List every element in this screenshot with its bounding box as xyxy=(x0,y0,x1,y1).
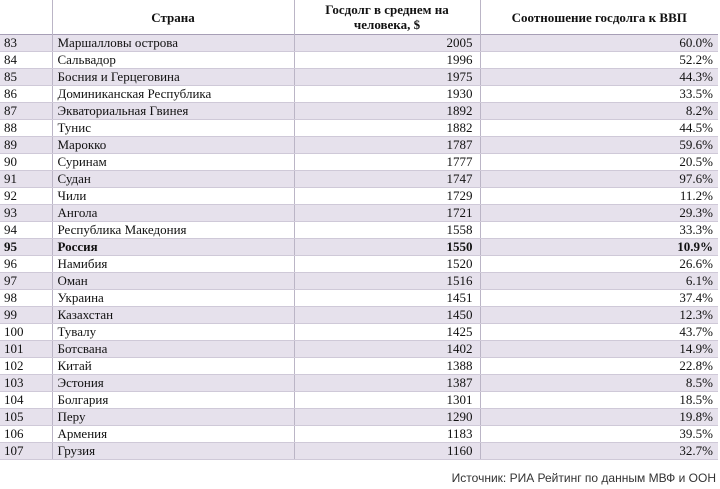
country-cell: Армения xyxy=(52,426,294,443)
debt-cell: 1387 xyxy=(294,375,480,392)
ratio-cell: 52.2% xyxy=(480,52,718,69)
country-cell: Суринам xyxy=(52,154,294,171)
table-row xyxy=(0,392,718,409)
table-row xyxy=(0,205,718,222)
rank-cell: 106 xyxy=(0,426,52,443)
header-country: Страна xyxy=(52,0,294,35)
table-row xyxy=(0,307,718,324)
rank-cell: 104 xyxy=(0,392,52,409)
table-row xyxy=(0,52,718,69)
table-row xyxy=(0,273,718,290)
rank-cell: 99 xyxy=(0,307,52,324)
ratio-cell: 29.3% xyxy=(480,205,718,222)
debt-cell: 1451 xyxy=(294,290,480,307)
rank-cell: 102 xyxy=(0,358,52,375)
country-cell: Намибия xyxy=(52,256,294,273)
table-row xyxy=(0,222,718,239)
debt-cell: 1777 xyxy=(294,154,480,171)
ratio-cell: 33.3% xyxy=(480,222,718,239)
table-row xyxy=(0,86,718,103)
country-cell: Экваториальная Гвинея xyxy=(52,103,294,120)
debt-cell: 1729 xyxy=(294,188,480,205)
table-row xyxy=(0,188,718,205)
debt-cell: 1550 xyxy=(294,239,480,256)
country-cell: Ботсвана xyxy=(52,341,294,358)
country-cell: Чили xyxy=(52,188,294,205)
header-debt-per-capita: Госдолг в среднем на человека, $ xyxy=(294,0,480,35)
debt-cell: 1882 xyxy=(294,120,480,137)
ratio-cell: 33.5% xyxy=(480,86,718,103)
debt-cell: 1975 xyxy=(294,69,480,86)
table-row xyxy=(0,358,718,375)
ratio-cell: 10.9% xyxy=(480,239,718,256)
country-cell: Оман xyxy=(52,273,294,290)
rank-cell: 88 xyxy=(0,120,52,137)
table-row xyxy=(0,443,718,460)
debt-cell: 1996 xyxy=(294,52,480,69)
rank-cell: 90 xyxy=(0,154,52,171)
debt-cell: 1290 xyxy=(294,409,480,426)
debt-cell: 1516 xyxy=(294,273,480,290)
country-cell: Китай xyxy=(52,358,294,375)
rank-cell: 100 xyxy=(0,324,52,341)
ratio-cell: 97.6% xyxy=(480,171,718,188)
debt-cell: 1520 xyxy=(294,256,480,273)
table-row xyxy=(0,35,718,52)
table-row xyxy=(0,69,718,86)
rank-cell: 94 xyxy=(0,222,52,239)
ratio-cell: 32.7% xyxy=(480,443,718,460)
ratio-cell: 39.5% xyxy=(480,426,718,443)
ratio-cell: 44.5% xyxy=(480,120,718,137)
header-row xyxy=(0,0,718,35)
table-row xyxy=(0,324,718,341)
ratio-cell: 43.7% xyxy=(480,324,718,341)
table-row xyxy=(0,120,718,137)
table-row xyxy=(0,375,718,392)
debt-cell: 1558 xyxy=(294,222,480,239)
ratio-cell: 19.8% xyxy=(480,409,718,426)
country-cell: Эстония xyxy=(52,375,294,392)
debt-cell: 1183 xyxy=(294,426,480,443)
table-row xyxy=(0,290,718,307)
country-cell: Судан xyxy=(52,171,294,188)
table-row xyxy=(0,103,718,120)
table-row xyxy=(0,426,718,443)
rank-cell: 86 xyxy=(0,86,52,103)
debt-cell: 2005 xyxy=(294,35,480,52)
country-cell: Босния и Герцеговина xyxy=(52,69,294,86)
rank-cell: 107 xyxy=(0,443,52,460)
country-cell: Марокко xyxy=(52,137,294,154)
table-row xyxy=(0,239,718,256)
debt-cell: 1721 xyxy=(294,205,480,222)
ratio-cell: 6.1% xyxy=(480,273,718,290)
table-row xyxy=(0,171,718,188)
country-cell: Россия xyxy=(52,239,294,256)
rank-cell: 83 xyxy=(0,35,52,52)
rank-cell: 84 xyxy=(0,52,52,69)
table-row xyxy=(0,341,718,358)
ratio-cell: 60.0% xyxy=(480,35,718,52)
ratio-cell: 18.5% xyxy=(480,392,718,409)
header-rank xyxy=(0,0,52,35)
rank-cell: 91 xyxy=(0,171,52,188)
debt-cell: 1450 xyxy=(294,307,480,324)
country-cell: Украина xyxy=(52,290,294,307)
debt-cell: 1930 xyxy=(294,86,480,103)
debt-cell: 1892 xyxy=(294,103,480,120)
rank-cell: 101 xyxy=(0,341,52,358)
country-cell: Тувалу xyxy=(52,324,294,341)
country-cell: Сальвадор xyxy=(52,52,294,69)
debt-cell: 1787 xyxy=(294,137,480,154)
rank-cell: 103 xyxy=(0,375,52,392)
rank-cell: 92 xyxy=(0,188,52,205)
country-cell: Республика Македония xyxy=(52,222,294,239)
header-debt-to-gdp: Соотношение госдолга к ВВП xyxy=(480,0,718,35)
country-cell: Ангола xyxy=(52,205,294,222)
rank-cell: 96 xyxy=(0,256,52,273)
table-row xyxy=(0,154,718,171)
country-cell: Казахстан xyxy=(52,307,294,324)
ratio-cell: 12.3% xyxy=(480,307,718,324)
table-header xyxy=(0,0,718,35)
ratio-cell: 8.5% xyxy=(480,375,718,392)
table-row xyxy=(0,256,718,273)
country-cell: Грузия xyxy=(52,443,294,460)
country-cell: Болгария xyxy=(52,392,294,409)
rank-cell: 95 xyxy=(0,239,52,256)
debt-cell: 1160 xyxy=(294,443,480,460)
rank-cell: 85 xyxy=(0,69,52,86)
ratio-cell: 37.4% xyxy=(480,290,718,307)
debt-cell: 1425 xyxy=(294,324,480,341)
country-cell: Тунис xyxy=(52,120,294,137)
debt-cell: 1747 xyxy=(294,171,480,188)
table-body xyxy=(0,35,718,460)
ratio-cell: 44.3% xyxy=(480,69,718,86)
rank-cell: 87 xyxy=(0,103,52,120)
debt-cell: 1301 xyxy=(294,392,480,409)
ratio-cell: 20.5% xyxy=(480,154,718,171)
debt-cell: 1402 xyxy=(294,341,480,358)
country-cell: Доминиканская Республика xyxy=(52,86,294,103)
rank-cell: 105 xyxy=(0,409,52,426)
ratio-cell: 11.2% xyxy=(480,188,718,205)
debt-cell: 1388 xyxy=(294,358,480,375)
country-cell: Перу xyxy=(52,409,294,426)
country-cell: Маршалловы острова xyxy=(52,35,294,52)
ratio-cell: 14.9% xyxy=(480,341,718,358)
ratio-cell: 22.8% xyxy=(480,358,718,375)
rank-cell: 97 xyxy=(0,273,52,290)
table-row xyxy=(0,409,718,426)
rank-cell: 89 xyxy=(0,137,52,154)
ratio-cell: 59.6% xyxy=(480,137,718,154)
rank-cell: 98 xyxy=(0,290,52,307)
ratio-cell: 26.6% xyxy=(480,256,718,273)
ratio-cell: 8.2% xyxy=(480,103,718,120)
source-note: Источник: РИА Рейтинг по данным МВФ и ООН xyxy=(451,471,716,485)
table-row xyxy=(0,137,718,154)
rank-cell: 93 xyxy=(0,205,52,222)
